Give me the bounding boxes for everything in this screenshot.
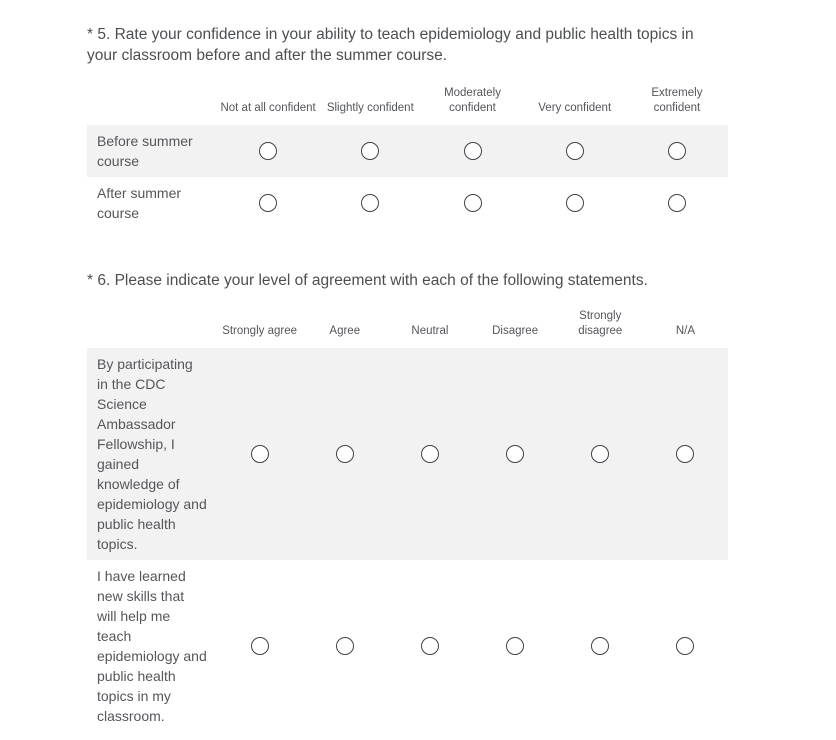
- column-header-neutral: Neutral: [411, 325, 449, 337]
- radio-after-moderately-confident[interactable]: [464, 194, 482, 212]
- option-cell: [421, 177, 523, 229]
- radio-skills-agree[interactable]: [336, 637, 354, 655]
- option-cell: [558, 348, 643, 560]
- radio-before-very-confident[interactable]: [566, 142, 584, 160]
- radio-knowledge-neutral[interactable]: [421, 445, 439, 463]
- matrix-row-after-summer-course: [87, 177, 728, 229]
- column-header-not-at-all-confident: Not at all confident: [220, 102, 316, 114]
- question-6-title: * 6. Please indicate your level of agreement with each of the following statements.: [87, 272, 648, 289]
- row-label-learned-skills: I have learned new skills that will help me teach epidemiology and public health topics in my classroom.: [97, 568, 207, 724]
- column-header-moderately-confident: Moderately confident: [444, 87, 501, 114]
- option-cell: [473, 560, 558, 732]
- radio-before-not-at-all-confident[interactable]: [259, 142, 277, 160]
- column-header-disagree: Disagree: [492, 325, 539, 337]
- option-cell: [319, 177, 421, 229]
- radio-after-not-at-all-confident[interactable]: [259, 194, 277, 212]
- option-cell: [302, 348, 387, 560]
- matrix-q6-header-row: [87, 309, 728, 348]
- option-cell: [626, 125, 728, 177]
- matrix-row-gained-knowledge: [87, 348, 728, 560]
- matrix-row-learned-skills: [87, 560, 728, 732]
- option-cell: [302, 560, 387, 732]
- matrix-q6: [87, 309, 728, 732]
- radio-skills-disagree[interactable]: [506, 637, 524, 655]
- radio-skills-strongly-agree[interactable]: [251, 637, 269, 655]
- column-header-very-confident: Very confident: [538, 102, 612, 114]
- option-cell: [524, 125, 626, 177]
- option-cell: [643, 348, 728, 560]
- option-cell: [473, 348, 558, 560]
- radio-knowledge-strongly-disagree[interactable]: [591, 445, 609, 463]
- column-header-slightly-confident: Slightly confident: [326, 102, 414, 114]
- radio-knowledge-disagree[interactable]: [506, 445, 524, 463]
- radio-skills-neutral[interactable]: [421, 637, 439, 655]
- column-header-strongly-agree: Strongly agree: [222, 325, 297, 337]
- matrix-q5: [87, 86, 728, 229]
- question-5-title: * 5. Rate your confidence in your ability to teach epidemiology and public health topics in your classroom before and after the summer course.: [87, 26, 694, 64]
- option-cell: [524, 177, 626, 229]
- radio-skills-strongly-disagree[interactable]: [591, 637, 609, 655]
- radio-after-slightly-confident[interactable]: [361, 194, 379, 212]
- option-cell: [626, 177, 728, 229]
- radio-before-slightly-confident[interactable]: [361, 142, 379, 160]
- row-label-after-summer-course: After summer course: [97, 185, 182, 221]
- radio-before-moderately-confident[interactable]: [464, 142, 482, 160]
- column-header-agree: Agree: [329, 325, 361, 337]
- question-6: [87, 270, 728, 732]
- option-cell: [217, 560, 302, 732]
- option-cell: [217, 348, 302, 560]
- option-cell: [643, 560, 728, 732]
- radio-after-extremely-confident[interactable]: [668, 194, 686, 212]
- column-header-na: N/A: [675, 325, 696, 337]
- option-cell: [217, 177, 319, 229]
- option-cell: [558, 560, 643, 732]
- radio-knowledge-strongly-agree[interactable]: [251, 445, 269, 463]
- column-header-strongly-disagree: Strongly disagree: [578, 310, 623, 337]
- question-5: [87, 24, 728, 229]
- matrix-q5-header-row: [87, 86, 728, 125]
- row-label-before-summer-course: Before summer course: [97, 133, 193, 169]
- option-cell: [387, 348, 472, 560]
- radio-skills-na[interactable]: [676, 637, 694, 655]
- radio-before-extremely-confident[interactable]: [668, 142, 686, 160]
- radio-after-very-confident[interactable]: [566, 194, 584, 212]
- matrix-row-before-summer-course: [87, 125, 728, 177]
- option-cell: [217, 125, 319, 177]
- option-cell: [319, 125, 421, 177]
- radio-knowledge-na[interactable]: [676, 445, 694, 463]
- option-cell: [421, 125, 523, 177]
- row-label-gained-knowledge: By participating in the CDC Science Ambassador Fellowship, I gained knowledge of epidemiology and public health topics.: [97, 356, 207, 552]
- radio-knowledge-agree[interactable]: [336, 445, 354, 463]
- option-cell: [387, 560, 472, 732]
- column-header-extremely-confident: Extremely confident: [651, 87, 703, 114]
